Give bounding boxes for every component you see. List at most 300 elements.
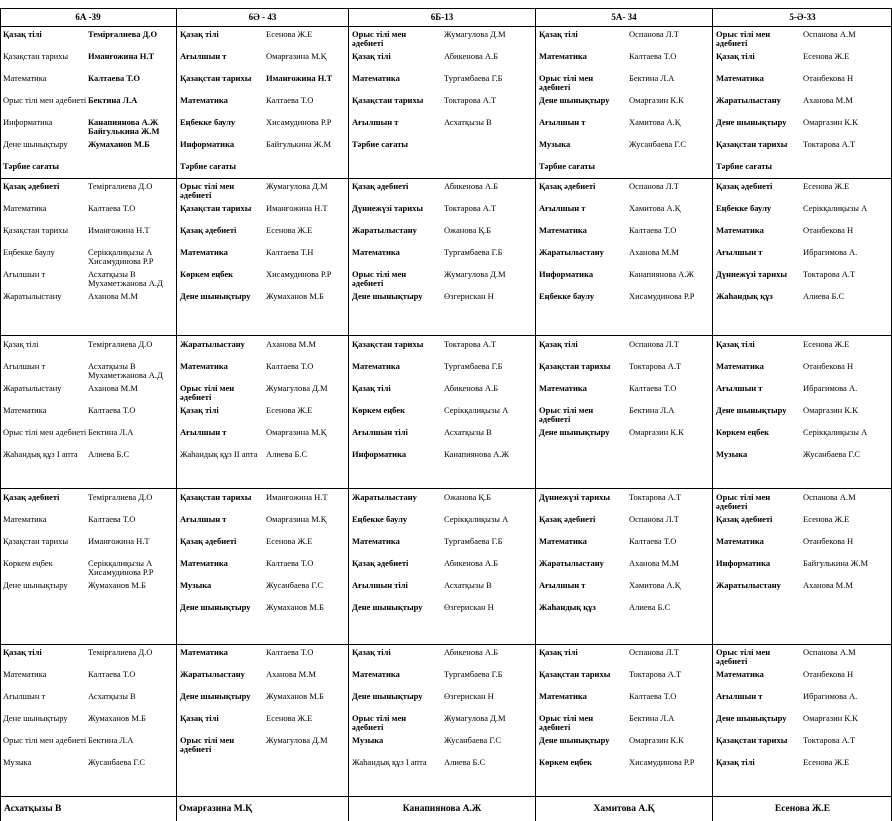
grid-horizontal-line (0, 8, 892, 9)
lesson-subject: Жаратылыстану (352, 225, 417, 235)
lesson-teacher: Алиева Б.С (88, 449, 130, 459)
lesson-subject: Жаһандық құз I апта (3, 449, 78, 459)
lesson-teacher: Отанбекова Н (803, 536, 854, 546)
lesson-subject: Қазақстан тарихы (352, 95, 424, 105)
lesson-teacher: Калтаева Т.О (266, 558, 314, 568)
lesson-teacher: Темірғалиева Д.О (88, 492, 153, 502)
lesson-teacher: Бектина Л.А (629, 73, 675, 83)
lesson-subject: Информатика (539, 269, 594, 279)
lesson-teacher: Жумаханов М.Б (266, 691, 324, 701)
lesson-subject: Ағылшын тілі (352, 580, 408, 590)
lesson-teacher: Иманғожина Н.Т (266, 203, 328, 213)
column-footer: Канапиянова А.Ж (402, 804, 482, 814)
lesson-subject: Жаһандық құз (716, 291, 773, 301)
lesson-subject: Математика (3, 669, 47, 679)
lesson-teacher: Жумаханов М.Б (266, 602, 324, 612)
lesson-subject: Қазақстан тарихы (180, 492, 252, 502)
lesson-teacher: Токтарова А.Т (803, 735, 856, 745)
lesson-subject: Қазақстан тарихы (3, 51, 69, 61)
lesson-subject: Орыс тілі мен әдебиеті (716, 29, 771, 48)
lesson-teacher: Серікқалиқызы А (803, 427, 868, 437)
lesson-subject: Қазақстан тарихы (3, 536, 69, 546)
lesson-teacher: Есенова Ж.Е (266, 713, 313, 723)
lesson-subject: Ағылшын т (539, 203, 586, 213)
lesson-teacher: Абикенова А.Б (444, 181, 499, 191)
lesson-subject: Орыс тілі мен әдебиеті (716, 492, 771, 511)
lesson-teacher: Калтаева Т.О (88, 669, 136, 679)
lesson-teacher: Есенова Ж.Е (803, 514, 850, 524)
lesson-teacher: Аханова М.М (629, 558, 679, 568)
lesson-subject: Музыка (716, 449, 748, 459)
lesson-subject: Тәрбие сағаты (3, 161, 60, 171)
lesson-subject: Жаратылыстану (180, 339, 245, 349)
lesson-subject: Еңбекке баулу (3, 247, 55, 257)
lesson-subject: Жаратылыстану (352, 492, 417, 502)
lesson-teacher: Өзгерискан Н (444, 602, 494, 612)
lesson-teacher: Абикенова А.Б (444, 647, 499, 657)
lesson-teacher: Токтарова А.Т (444, 95, 497, 105)
lesson-subject: Қазақстан тарихы (180, 203, 252, 213)
lesson-teacher: Омарғазин К.К (629, 95, 684, 105)
lesson-subject: Математика (180, 558, 228, 568)
column-header: 6А -39 (75, 12, 101, 22)
lesson-teacher: Жусанбаева Г.С (629, 139, 687, 149)
lesson-teacher: Калтаева Т.О (629, 225, 677, 235)
lesson-subject: Ағылшын т (716, 383, 763, 393)
grid-vertical-line (535, 8, 536, 821)
lesson-subject: Дене шынықтыру (352, 602, 423, 612)
lesson-subject: Көркем еңбек (180, 269, 233, 279)
lesson-teacher: Калтаева Т.О (266, 361, 314, 371)
lesson-subject: Еңбекке баулу (180, 117, 236, 127)
lesson-teacher: Хисамудинова Р.Р (266, 117, 332, 127)
lesson-teacher: Омарғазин К.К (629, 735, 684, 745)
lesson-subject: Еңбекке баулу (539, 291, 595, 301)
lesson-teacher: Аханова М.М (803, 580, 853, 590)
lesson-subject: Қазақ тілі (539, 339, 578, 349)
lesson-teacher: Аханова М.М (266, 339, 316, 349)
lesson-teacher: Асхатқызы В Мухаметжанова А.Д (88, 361, 163, 380)
lesson-teacher: Серікқалиқызы А (444, 405, 509, 415)
column-header: 6Ә - 43 (248, 12, 277, 22)
lesson-subject: Жаратылыстану (716, 580, 781, 590)
lesson-subject: Жаратылыстану (539, 247, 604, 257)
lesson-subject: Қазақстан тарихы (539, 669, 611, 679)
lesson-subject: Математика (716, 536, 764, 546)
lesson-subject: Жаратылыстану (3, 383, 62, 393)
lesson-subject: Дене шынықтыру (180, 291, 251, 301)
lesson-teacher: Ибрагимова А. (803, 691, 858, 701)
lesson-teacher: Хисамудинова Р.Р (629, 291, 695, 301)
lesson-teacher: Иманғожина Н.Т (88, 225, 150, 235)
lesson-subject: Ағылшын т (539, 580, 586, 590)
lesson-subject: Жаратылыстану (716, 95, 781, 105)
lesson-teacher: Токтарова А.Т (803, 269, 856, 279)
lesson-subject: Дене шынықтыру (716, 405, 787, 415)
lesson-teacher: Жусанбаева Г.С (88, 757, 146, 767)
lesson-teacher: Калтаева Т.О (88, 203, 136, 213)
lesson-subject: Ағылшын т (3, 691, 46, 701)
grid-vertical-line (712, 8, 713, 821)
lesson-subject: Информатика (180, 139, 235, 149)
lesson-subject: Қазақстан тарихы (180, 73, 252, 83)
grid-horizontal-line (0, 178, 892, 179)
lesson-subject: Қазақ әдебиеті (180, 225, 237, 235)
lesson-teacher: Ибрагимова А. (803, 383, 858, 393)
lesson-teacher: Токтарова А.Т (629, 361, 682, 371)
lesson-teacher: Серікқалиқызы А (803, 203, 868, 213)
lesson-teacher: Есенова Ж.Е (266, 536, 313, 546)
lesson-teacher: Темірғалиева Д.О (88, 181, 153, 191)
lesson-teacher: Жусанбаева Г.С (266, 580, 324, 590)
lesson-teacher: Токтарова А.Т (803, 139, 856, 149)
lesson-subject: Математика (352, 73, 400, 83)
lesson-teacher: Калтаева Т.О (629, 51, 677, 61)
lesson-teacher: Оспанова А.М (803, 647, 856, 657)
lesson-teacher: Есенова Ж.Е (266, 225, 313, 235)
lesson-teacher: Хисамудинова Р.Р (266, 269, 332, 279)
lesson-subject: Көркем еңбек (716, 427, 769, 437)
lesson-subject: Орыс тілі мен әдебиеті (539, 713, 594, 732)
lesson-subject: Ағылшын т (716, 691, 763, 701)
grid-horizontal-line (0, 644, 892, 645)
lesson-subject: Тәрбие сағаты (180, 161, 237, 171)
lesson-teacher: Тургамбаева Г.Б (444, 247, 503, 257)
lesson-subject: Қазақ тілі (180, 405, 219, 415)
lesson-teacher: Асхатқызы В (444, 117, 492, 127)
lesson-teacher: Оспанова А.М (803, 29, 856, 39)
lesson-subject: Қазақ әдебиеті (352, 558, 409, 568)
lesson-teacher: Алиева Б.С (803, 291, 845, 301)
lesson-subject: Тәрбие сағаты (352, 139, 409, 149)
lesson-teacher: Калтаева Т.О (629, 691, 677, 701)
lesson-teacher: Жумаханов М.Б (266, 291, 324, 301)
lesson-subject: Дене шынықтыру (3, 713, 68, 723)
lesson-teacher: Отанбекова Н (803, 225, 854, 235)
lesson-teacher: Жумагулова Д.М (444, 29, 506, 39)
lesson-teacher: Жумагулова Д.М (444, 713, 506, 723)
lesson-subject: Информатика (716, 558, 771, 568)
lesson-subject: Қазақ әдебиеті (3, 181, 60, 191)
lesson-subject: Қазақстан тарихы (716, 139, 788, 149)
lesson-subject: Ағылшын т (3, 361, 46, 371)
lesson-teacher: Иманғожина Н.Т (88, 51, 155, 61)
lesson-teacher: Токтарова А.Т (629, 669, 682, 679)
lesson-teacher: Бектина Л.А (629, 713, 675, 723)
column-footer: Омарғазина М.Қ (179, 804, 253, 814)
lesson-subject: Ағылшын т (180, 514, 227, 524)
lesson-subject: Қазақ әдебиеті (3, 492, 60, 502)
lesson-subject: Дене шынықтыру (539, 427, 610, 437)
lesson-teacher: Бектина Л.А (88, 427, 134, 437)
lesson-teacher: Серікқалиқызы А Хисамудинова Р.Р (88, 558, 154, 577)
grid-vertical-line (176, 8, 177, 821)
lesson-subject: Ағылшын т (3, 269, 46, 279)
lesson-subject: Орыс тілі мен әдебиеті (3, 735, 87, 745)
lesson-teacher: Бектина Л.А (88, 735, 134, 745)
lesson-subject: Дене шынықтыру (716, 117, 787, 127)
lesson-teacher: Жумаханов М.Б (88, 713, 146, 723)
lesson-teacher: Хамитова А.Қ (629, 203, 681, 213)
lesson-teacher: Калтаева Т.О (629, 536, 677, 546)
lesson-subject: Математика (539, 225, 587, 235)
lesson-teacher: Серікқалиқызы А Хисамудинова Р.Р (88, 247, 154, 266)
lesson-subject: Математика (180, 95, 228, 105)
lesson-subject: Қазақ тілі (180, 713, 219, 723)
lesson-teacher: Токтарова А.Т (629, 492, 682, 502)
column-header: 6Б-13 (430, 12, 454, 22)
lesson-subject: Орыс тілі мен әдебиеті (3, 427, 87, 437)
lesson-subject: Информатика (3, 117, 53, 127)
lesson-subject: Дене шынықтыру (539, 95, 610, 105)
lesson-subject: Тәрбие сағаты (539, 161, 596, 171)
lesson-teacher: Аханова М.М (629, 247, 679, 257)
lesson-teacher: Жумаханов М.Б (88, 580, 146, 590)
lesson-subject: Қазақ тілі (352, 647, 391, 657)
lesson-teacher: Аханова М.М (88, 291, 138, 301)
lesson-teacher: Есенова Ж.Е (266, 29, 313, 39)
lesson-subject: Орыс тілі мен әдебиеті (180, 181, 235, 200)
lesson-subject: Қазақ тілі (3, 647, 42, 657)
lesson-subject: Математика (180, 647, 228, 657)
lesson-subject: Жаратылыстану (3, 291, 62, 301)
lesson-teacher: Байгулькина Ж.М (266, 139, 332, 149)
lesson-subject: Қазақ тілі (716, 757, 755, 767)
grid-vertical-line (348, 8, 349, 821)
lesson-subject: Еңбекке баулу (716, 203, 772, 213)
lesson-teacher: Канапиянова А.Ж (444, 449, 510, 459)
lesson-subject: Еңбекке баулу (352, 514, 408, 524)
lesson-teacher: Ибрагимова А. (803, 247, 858, 257)
lesson-teacher: Калтаева Т.О (266, 95, 314, 105)
lesson-subject: Математика (716, 225, 764, 235)
lesson-teacher: Есенова Ж.Е (266, 405, 313, 415)
lesson-subject: Жаһандық құз II апта (180, 449, 258, 459)
lesson-teacher: Оспанова Л.Т (629, 647, 679, 657)
lesson-subject: Математика (539, 691, 587, 701)
grid-horizontal-line (0, 796, 892, 797)
lesson-subject: Математика (539, 536, 587, 546)
lesson-subject: Қазақстан тарихы (3, 225, 69, 235)
lesson-teacher: Отанбекова Н (803, 361, 854, 371)
lesson-subject: Орыс тілі мен әдебиеті (716, 647, 771, 666)
lesson-teacher: Оспанова Л.Т (629, 181, 679, 191)
lesson-teacher: Ожанова Қ.Б (444, 492, 492, 502)
lesson-subject: Қазақстан тарихы (716, 735, 788, 745)
lesson-teacher: Темірғалиева Д.О (88, 647, 153, 657)
lesson-teacher: Оспанова Л.Т (629, 339, 679, 349)
column-header: 5-Ә-33 (789, 12, 816, 22)
lesson-teacher: Абикенова А.Б (444, 51, 499, 61)
lesson-subject: Дене шынықтыру (539, 735, 610, 745)
lesson-subject: Қазақ тілі (716, 51, 755, 61)
lesson-teacher: Ожанова Қ.Б (444, 225, 492, 235)
lesson-teacher: Аханова М.М (803, 95, 853, 105)
lesson-teacher: Тургамбаева Г.Б (444, 73, 503, 83)
lesson-subject: Музыка (180, 580, 212, 590)
lesson-teacher: Жусанбаева Г.С (444, 735, 502, 745)
lesson-subject: Математика (352, 247, 400, 257)
lesson-subject: Математика (3, 405, 47, 415)
column-footer: Есенова Ж.Е (774, 804, 831, 814)
lesson-subject: Қазақстан тарихы (539, 361, 611, 371)
lesson-subject: Орыс тілі мен әдебиеті (3, 95, 87, 105)
lesson-subject: Дене шынықтыру (352, 291, 423, 301)
lesson-teacher: Оспанова Л.Т (629, 514, 679, 524)
column-header: 5А- 34 (611, 12, 637, 22)
lesson-teacher: Алиева Б.С (629, 602, 671, 612)
lesson-subject: Орыс тілі мен әдебиеті (352, 269, 407, 288)
lesson-teacher: Калтаева Т.О (629, 383, 677, 393)
column-footer: Хамитова А.Қ (593, 804, 655, 814)
lesson-teacher: Асхатқызы В (444, 580, 492, 590)
lesson-subject: Дене шынықтыру (180, 691, 251, 701)
lesson-teacher: Байгулькина Ж.М (803, 558, 869, 568)
lesson-teacher: Жумагулова Д.М (444, 269, 506, 279)
lesson-teacher: Асхатқызы В (444, 427, 492, 437)
lesson-teacher: Хамитова А.Қ (629, 117, 681, 127)
lesson-subject: Жаһандық құз (539, 602, 596, 612)
lesson-subject: Дене шынықтыру (180, 602, 251, 612)
lesson-subject: Көркем еңбек (539, 757, 592, 767)
lesson-subject: Орыс тілі мен әдебиеті (539, 405, 594, 424)
lesson-teacher: Хамитова А.Қ (629, 580, 681, 590)
lesson-subject: Қазақ тілі (539, 29, 578, 39)
lesson-teacher: Омарғазина М.Қ (266, 514, 327, 524)
lesson-teacher: Оспанова Л.Т (629, 29, 679, 39)
lesson-subject: Ағылшын т (180, 51, 227, 61)
lesson-subject: Математика (716, 669, 764, 679)
lesson-teacher: Калтаева Т.О (266, 647, 314, 657)
lesson-teacher: Жумаханов М.Б (88, 139, 150, 149)
lesson-subject: Математика (539, 51, 587, 61)
lesson-teacher: Калтаева Т.О (88, 405, 136, 415)
lesson-teacher: Оспанова А.М (803, 492, 856, 502)
lesson-subject: Ағылшын т (539, 117, 586, 127)
grid-horizontal-line (0, 26, 892, 27)
lesson-subject: Орыс тілі мен әдебиеті (180, 735, 235, 754)
lesson-subject: Орыс тілі мен әдебиеті (352, 713, 407, 732)
lesson-teacher: Отанбекова Н (803, 73, 854, 83)
lesson-subject: Ағылшын тілі (352, 427, 408, 437)
lesson-teacher: Токтарова А.Т (444, 339, 497, 349)
lesson-subject: Жаратылыстану (180, 669, 245, 679)
lesson-teacher: Омарғазин К.К (803, 405, 858, 415)
lesson-subject: Математика (3, 203, 47, 213)
lesson-teacher: Есенова Ж.Е (803, 339, 850, 349)
lesson-teacher: Калтаева Т.О (88, 73, 140, 83)
lesson-subject: Орыс тілі мен әдебиеті (352, 29, 407, 48)
lesson-subject: Математика (180, 247, 228, 257)
lesson-teacher: Омарғазин К.К (803, 117, 858, 127)
lesson-teacher: Жумагулова Д.М (266, 383, 328, 393)
lesson-teacher: Канапиянова А.Ж Байгулькина Ж.М (88, 117, 160, 136)
lesson-subject: Дене шынықтыру (352, 691, 423, 701)
lesson-teacher: Темірғалиева Д.О (88, 29, 158, 39)
lesson-subject: Музыка (3, 757, 32, 767)
lesson-subject: Ағылшын т (352, 117, 399, 127)
lesson-subject: Дүниежүзі тарихы (352, 203, 424, 213)
lesson-subject: Математика (3, 73, 47, 83)
lesson-subject: Дене шынықтыру (3, 139, 68, 149)
lesson-teacher: Омарғазин К.К (629, 427, 684, 437)
lesson-teacher: Асхатқызы В Мухаметжанова А.Д (88, 269, 163, 288)
lesson-subject: Математика (539, 383, 587, 393)
lesson-subject: Қазақ әдебиеті (180, 536, 237, 546)
lesson-subject: Қазақ тілі (352, 383, 391, 393)
lesson-subject: Математика (180, 361, 228, 371)
lesson-teacher: Жумагулова Д.М (266, 181, 328, 191)
lesson-subject: Қазақ әдебиеті (716, 181, 773, 191)
lesson-teacher: Есенова Ж.Е (803, 51, 850, 61)
lesson-teacher: Аханова М.М (88, 383, 138, 393)
grid-horizontal-line (0, 335, 892, 336)
lesson-teacher: Бектина Л.А (629, 405, 675, 415)
lesson-teacher: Канапиянова А.Ж (629, 269, 695, 279)
lesson-subject: Қазақ тілі (539, 647, 578, 657)
lesson-teacher: Тургамбаева Г.Б (444, 361, 503, 371)
lesson-teacher: Калтаева Т.Н (266, 247, 314, 257)
lesson-subject: Қазақ әдебиеті (539, 514, 596, 524)
lesson-subject: Дене шынықтыру (3, 580, 68, 590)
lesson-subject: Қазақ тілі (3, 29, 42, 39)
lesson-subject: Жаһандық құз I апта (352, 757, 427, 767)
column-footer: Асхатқызы В (4, 804, 62, 814)
lesson-subject: Информатика (352, 449, 407, 459)
lesson-subject: Математика (716, 361, 764, 371)
lesson-teacher: Есенова Ж.Е (803, 757, 850, 767)
lesson-teacher: Алиева Б.С (444, 757, 486, 767)
lesson-subject: Орыс тілі мен әдебиеті (180, 383, 235, 402)
lesson-teacher: Жумагулова Д.М (266, 735, 328, 745)
lesson-subject: Ағылшын т (716, 247, 763, 257)
lesson-subject: Орыс тілі мен әдебиеті (539, 73, 594, 92)
lesson-subject: Көркем еңбек (3, 558, 53, 568)
lesson-subject: Математика (352, 361, 400, 371)
lesson-subject: Музыка (539, 139, 571, 149)
grid-horizontal-line (0, 488, 892, 489)
lesson-teacher: Жусанбаева Г.С (803, 449, 861, 459)
lesson-subject: Дүниежүзі тарихы (716, 269, 788, 279)
lesson-subject: Дене шынықтыру (716, 713, 787, 723)
lesson-teacher: Темірғалиева Д.О (88, 339, 153, 349)
lesson-subject: Қазақ тілі (716, 339, 755, 349)
lesson-subject: Дүниежүзі тарихы (539, 492, 611, 502)
lesson-teacher: Өзгерискан Н (444, 691, 494, 701)
lesson-teacher: Иманғожина Н.Т (266, 73, 333, 83)
lesson-subject: Қазақ тілі (3, 339, 39, 349)
lesson-teacher: Токтарова А.Т (444, 203, 497, 213)
lesson-teacher: Хисамудинова Р.Р (629, 757, 695, 767)
lesson-teacher: Есенова Ж.Е (803, 181, 850, 191)
lesson-subject: Көркем еңбек (352, 405, 405, 415)
lesson-subject: Математика (3, 514, 47, 524)
lesson-teacher: Тургамбаева Г.Б (444, 669, 503, 679)
lesson-subject: Қазақ тілі (352, 51, 391, 61)
lesson-teacher: Омарғазина М.Қ (266, 427, 327, 437)
lesson-subject: Жаратылыстану (539, 558, 604, 568)
lesson-teacher: Алиева Б.С (266, 449, 308, 459)
lesson-teacher: Калтаева Т.О (88, 514, 136, 524)
lesson-teacher: Серікқалиқызы А (444, 514, 509, 524)
lesson-teacher: Омарғазина М.Қ (266, 51, 327, 61)
lesson-teacher: Отанбекова Н (803, 669, 854, 679)
grid-vertical-line (0, 8, 1, 821)
lesson-teacher: Асхатқызы В (88, 691, 136, 701)
lesson-subject: Қазақ тілі (180, 29, 219, 39)
lesson-subject: Қазақ әдебиеті (539, 181, 596, 191)
lesson-teacher: Бектина Л.А (88, 95, 138, 105)
